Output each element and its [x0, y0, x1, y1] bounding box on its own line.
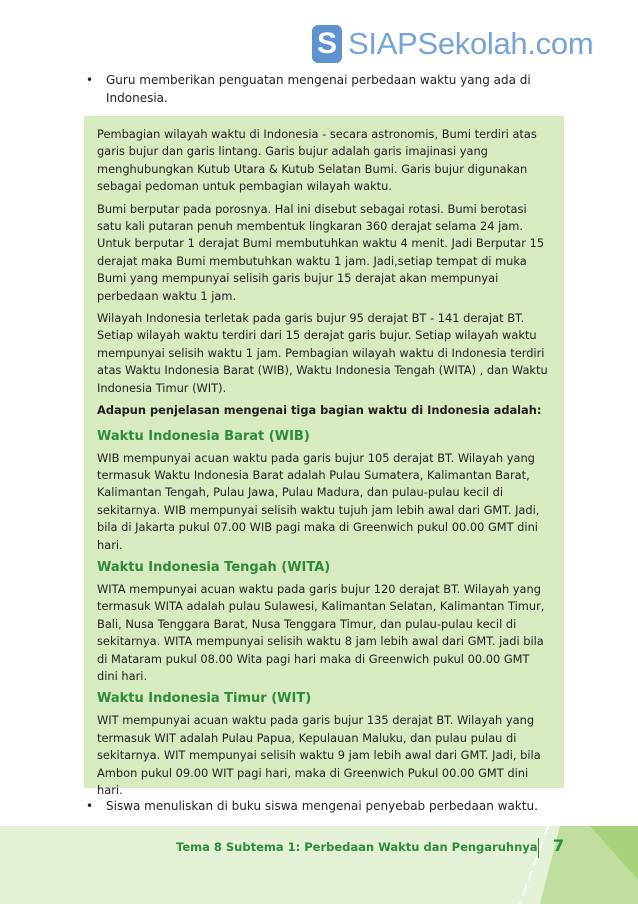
intro-paragraph: Bumi berputar pada porosnya. Hal ini disebut sebagai rotasi. Bumi berotasi satu kali putaran penuh membentuk lingkaran 360 derajat selama 24 jam. Untuk berputar 1 derajat Bumi membutuhkan waktu 4 menit. Jadi Berputar 15 derajat maka Bumi membutuhkan waktu 1 jam. Jadi,setiap tempat di muka Bumi yang mempunyai selisih garis bujur 15 derajat akan mempunyai perbedaan waktu 1 jam. — [97, 201, 545, 303]
page-number: 7 — [553, 836, 565, 855]
zone-heading-wit: Waktu Indonesia Timur (WIT) — [97, 691, 312, 707]
bullet-text: Siswa menuliskan di buku siswa mengenai penyebab perbedaan waktu. — [106, 799, 538, 813]
intro-paragraph: Wilayah Indonesia terletak pada garis bujur 95 derajat BT - 141 derajat BT. Setiap wilayah waktu terdiri dari 15 derajat garis bujur. Setiap wilayah waktu mempunyai selisih waktu 1 jam. Pembagian wilayah waktu di Indonesia terdiri atas Waktu Indonesia Barat (WIB), Waktu Indonesia Tengah (WITA) , dan Waktu Indonesia Timur (WIT). — [97, 311, 548, 395]
zone-heading-wita: Waktu Indonesia Tengah (WITA) — [97, 559, 331, 575]
intro-paragraph: Pembagian wilayah waktu di Indonesia - secara astronomis, Bumi terdiri atas garis bujur dan garis lintang. Garis bujur adalah garis imajinasi yang menghubungkan Kutub Utara & Kutub Selatan Bumi. Garis bujur digunakan sebagai pedoman untuk pembagian wilayah waktu. — [97, 127, 537, 194]
logo-text: SIAPSekolah.com — [348, 26, 594, 61]
lead-sentence: Adapun penjelasan mengenai tiga bagian waktu di Indonesia adalah: — [97, 403, 542, 418]
bullet-mark: • — [86, 799, 94, 813]
footer-title: Tema 8 Subtema 1: Perbedaan Waktu dan Pengaruhnya — [176, 840, 538, 854]
logo-badge: S — [312, 25, 342, 63]
bullet-text: Guru memberikan penguatan mengenai perbedaan waktu yang ada di Indonesia. — [106, 73, 531, 105]
zone-body-wib: WIB mempunyai acuan waktu pada garis bujur 105 derajat BT. Wilayah yang termasuk Waktu Indonesia Barat adalah Pulau Sumatera, Kalimantan Barat, Kalimantan Tengah, Pulau Jawa, Pulau Madura, dan pulau-pulau kecil di sekitarnya. WIB mempunyai selisih waktu tujuh jam lebih awal dari GMT. Jadi, bila di Jakarta pukul 07.00 WIB pagi maka di Greenwich pukul 00.00 GMT dini hari. — [97, 450, 540, 552]
footer-separator — [538, 838, 539, 858]
zone-body-wit: WIT mempunyai acuan waktu pada garis bujur 135 derajat BT. Wilayah yang termasuk WIT adalah Pulau Papua, Kepulauan Maluku, dan pulau pulau di sekitarnya. WIT mempunyai selisih waktu 9 jam lebih awal dari GMT. Jadi, bila Ambon pukul 09.00 WIT pagi hari, maka di Greenwich Pukul 00.00 GMT dini hari. — [97, 713, 541, 797]
zone-heading-wib: Waktu Indonesia Barat (WIB) — [97, 428, 310, 444]
zone-body-wita: WITA mempunyai acuan waktu pada garis bujur 120 derajat BT. Wilayah yang termasuk WITA adalah pulau Sulawesi, Kalimantan Selatan, Kalimantan Timur, Bali, Nusa Tenggara Barat, Nusa Tenggara Timur, dan pulau-pulau kecil di sekitarnya. WITA mempunyai selisih waktu 8 jam lebih awal dari GMT. jadi bila di Mataram pukul 08.00 Wita pagi hari maka di Greenwich pukul 00.00 GMT dini hari. — [97, 581, 545, 683]
bullet-mark: • — [86, 73, 94, 87]
